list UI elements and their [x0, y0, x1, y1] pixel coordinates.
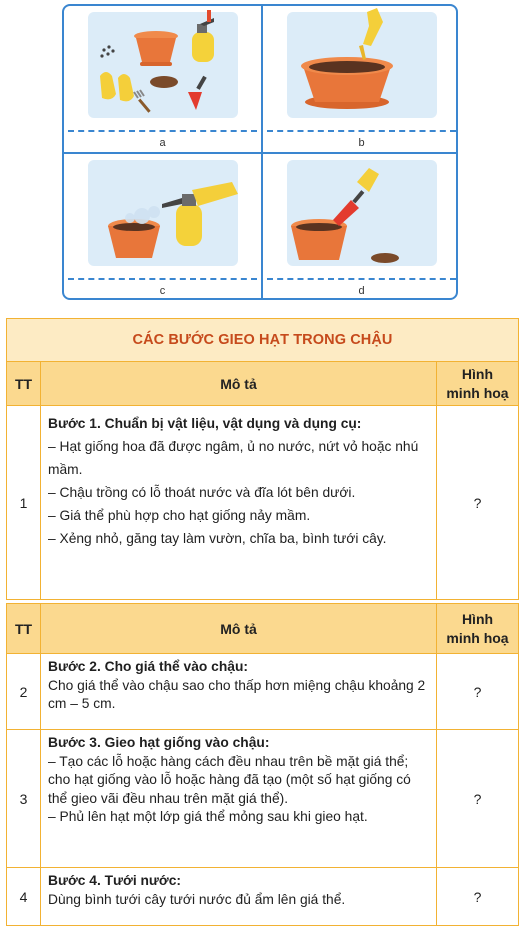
panel-d-label: d: [358, 285, 365, 297]
step-heading: Bước 2. Cho giá thể vào chậu:: [48, 659, 248, 674]
steps-table-2: [6, 603, 519, 926]
panel-c-label: c: [159, 285, 166, 297]
row-number: 2: [7, 654, 41, 730]
table-title: CÁC BƯỚC GIEO HẠT TRONG CHẬU: [7, 319, 519, 362]
header-tt: TT: [7, 362, 41, 406]
seeds-icon: [100, 45, 114, 57]
panel-d: [263, 154, 458, 300]
row-description: [41, 654, 437, 730]
step-line: Cho giá thể vào chậu sao cho thấp hơn miệng chậu khoảng 2 cm – 5 cm.: [48, 677, 426, 711]
step-line: – Hạt giống hoa đã được ngâm, ủ no nước, nứt vỏ hoặc nhú mầm.: [48, 439, 419, 477]
trowel-icon: [188, 76, 207, 110]
table-row: [7, 868, 519, 926]
panel-d-dashed-line: [267, 278, 456, 280]
table-row: [7, 406, 519, 600]
step-heading: Bước 4. Tưới nước:: [48, 873, 181, 888]
gloves-icon: [100, 72, 134, 101]
table-header-row: [7, 604, 519, 654]
row-number: 4: [7, 868, 41, 926]
mist-icon: [125, 206, 160, 224]
header-image-line2: minh hoạ: [446, 629, 509, 646]
step-heading: Bước 1. Chuẩn bị vật liệu, vật dụng và dụng cụ:: [48, 416, 362, 431]
panel-b: [263, 6, 458, 152]
panel-c-dashed-line: [68, 278, 257, 280]
row-image-placeholder: ?: [437, 730, 519, 868]
row-description: [41, 730, 437, 868]
fill-pot-illustration: [263, 6, 458, 130]
header-image-line2: minh hoạ: [446, 384, 509, 401]
table-row: [7, 654, 519, 730]
row-description: [41, 868, 437, 926]
row-image-placeholder: ?: [436, 406, 518, 600]
pot-icon: [301, 57, 393, 109]
materials-illustration: [64, 6, 261, 130]
header-desc: Mô tả: [41, 362, 437, 406]
step-line: – Giá thể phù hợp cho hạt giống nảy mầm.: [48, 508, 311, 523]
panel-c: [64, 154, 261, 300]
row-image-placeholder: ?: [437, 654, 519, 730]
sow-seeds-illustration: [263, 154, 458, 278]
spray-bottle-icon: [192, 10, 214, 62]
soil-pile-icon: [371, 253, 399, 263]
row-number: 3: [7, 730, 41, 868]
steps-table-1: [6, 318, 519, 600]
fork-icon: [134, 90, 151, 113]
header-desc: Mô tả: [41, 604, 437, 654]
trowel-icon: [333, 190, 364, 226]
row-image-placeholder: ?: [437, 868, 519, 926]
pot-icon: [108, 219, 160, 258]
table-title-row: [7, 319, 519, 362]
table-header-row: [7, 362, 519, 406]
soil-icon: [150, 76, 178, 88]
header-tt: TT: [7, 604, 41, 654]
glove-hand-icon: [359, 8, 383, 60]
glove-hand-icon: [192, 182, 238, 206]
header-image-line1: Hình: [461, 365, 494, 382]
header-image: [437, 604, 519, 654]
panel-b-dashed-line: [267, 130, 456, 132]
panel-a: [64, 6, 261, 152]
step-heading: Bước 3. Gieo hạt giống vào chậu:: [48, 735, 270, 750]
panel-a-label: a: [159, 137, 166, 149]
header-image-line1: Hình: [461, 610, 494, 627]
watering-illustration: [64, 154, 261, 278]
step-line: Dùng bình tưới cây tưới nước đủ ẩm lên giá thể.: [48, 891, 346, 907]
row-description: [41, 406, 437, 600]
step-line: – Phủ lên hạt một lớp giá thể mỏng sau khi gieo hạt.: [48, 809, 368, 824]
pot-icon: [134, 31, 178, 66]
step-line: – Xẻng nhỏ, găng tay làm vườn, chĩa ba, bình tưới cây.: [48, 531, 387, 546]
table-row: [7, 730, 519, 868]
panel-b-label: b: [358, 137, 365, 149]
glove-hand-icon: [357, 168, 379, 192]
row-number: 1: [7, 406, 41, 600]
panel-a-dashed-line: [68, 130, 257, 132]
header-image: [436, 362, 518, 406]
spray-bottle-icon: [162, 194, 202, 246]
step-line: – Tạo các lỗ hoặc hàng cách đều nhau trên bề mặt giá thể; cho hạt giống vào lỗ hoặc hàng đã tạo (một số hạt giống có thể gieo vãi đều nhau trên mặt giá thể).: [48, 753, 411, 806]
illustration-grid: [62, 4, 458, 300]
step-line: – Chậu trồng có lỗ thoát nước và đĩa lót bên dưới.: [48, 485, 356, 500]
